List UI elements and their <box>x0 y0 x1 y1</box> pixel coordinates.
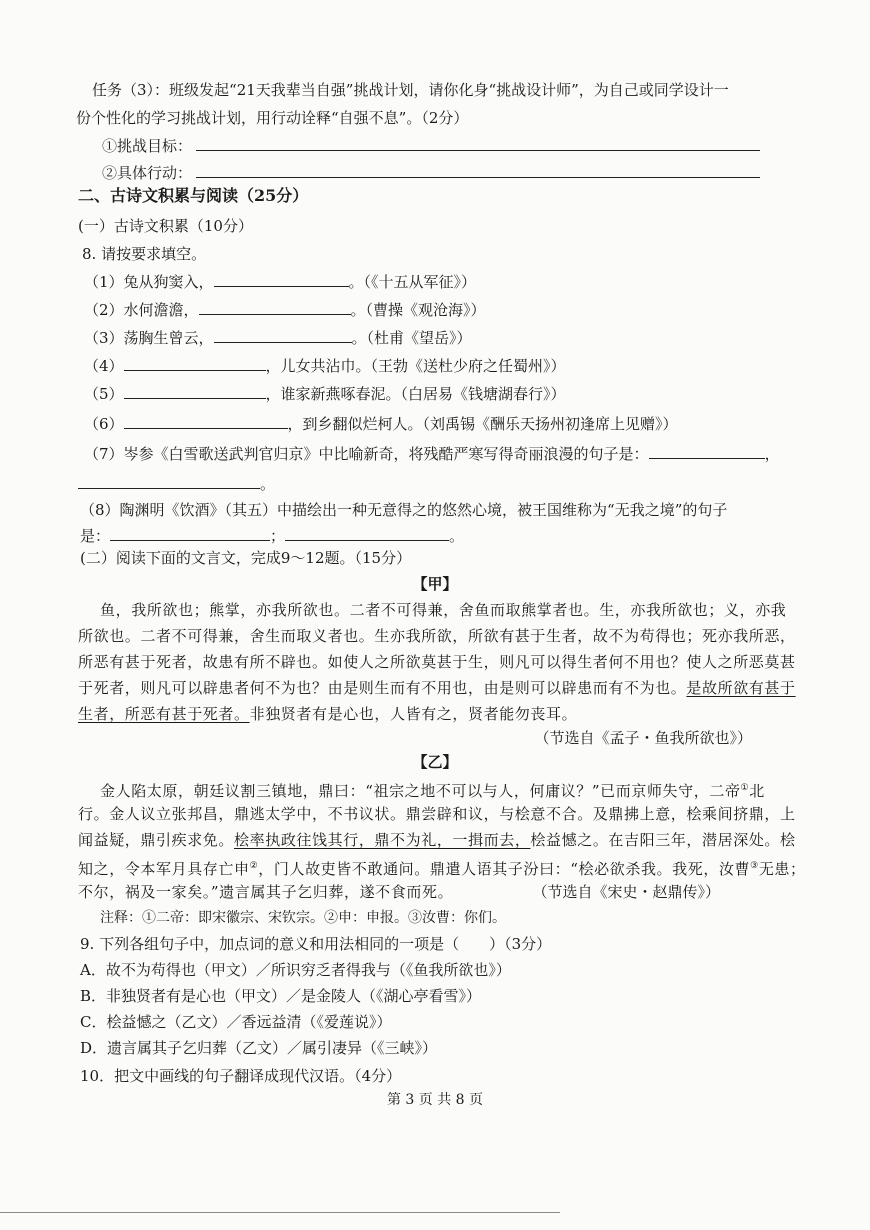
blank-8a[interactable] <box>110 526 270 541</box>
yi-line-5: 不尔，祸及一家矣。”遗言属其子乞归葬，遂不食而死。 <box>78 883 454 901</box>
jia-line-3: 所恶有甚于死者，故患有所不辟也。如使人之所欲莫甚于生，则凡可以得生者何不用也？使人之所恶莫甚 <box>78 653 796 671</box>
blank-3[interactable] <box>214 328 352 343</box>
section2-title: 二、古诗文积累与阅读（25分） <box>78 186 309 205</box>
blank-8b[interactable] <box>285 526 449 541</box>
task3-line1: 任务（3）：班级发起“21天我辈当自强”挑战计划，请你化身“挑战设计师”，为自己或同学设计一 <box>92 81 729 99</box>
q9-stem: 9. 下列各组句子中，加点词的意义和用法相同的一项是（ ）（3分） <box>80 935 552 953</box>
goal-label: ①挑战目标： <box>102 137 193 155</box>
blank-4[interactable] <box>124 356 266 371</box>
yi-underlined-sentence: 桧率执政往饯其行，鼎不为礼，一揖而去， <box>234 831 531 849</box>
blank-5[interactable] <box>124 384 266 399</box>
fill-item-8-cont: 是： ； 。 <box>80 527 465 545</box>
q10-stem: 10．把文中画线的句子翻译成现代汉语。（4分） <box>80 1067 402 1085</box>
jia-line-4: 于死者，则凡可以辟患者何不为也？由是则生而有不用也，由是则可以辟患而有不为也。是故所欲有甚于 <box>78 679 796 697</box>
action-answer-line[interactable] <box>196 177 760 178</box>
fill-item-3: （3）荡胸生曾云， 。（杜甫《望岳》） <box>84 329 472 347</box>
q9-option-b[interactable]: B．非独贤者有是心也（甲文）／是金陵人（《湖心亭看雪》） <box>80 987 482 1005</box>
yi-line-1: 金人陷太原，朝廷议割三镇地，鼎曰：“祖宗之地不可以与人，何庸议？”已而京师失守，二帝①北 <box>100 782 765 800</box>
q8-stem: 8. 请按要求填空。 <box>82 245 207 263</box>
q9-option-d[interactable]: D．遗言属其子乞归葬（乙文）／属引凄异（《三峡》） <box>80 1039 438 1057</box>
page-number: 第 3 页 共 8 页 <box>386 1092 484 1108</box>
passage-jia-heading: 【甲】 <box>412 575 458 593</box>
jia-underlined-sentence-b: 生者，所恶有甚于死者。 <box>78 705 250 723</box>
blank-2[interactable] <box>199 300 351 315</box>
jia-line-1: 鱼，我所欲也；熊掌，亦我所欲也。二者不可得兼，舍鱼而取熊掌者也。生，亦我所欲也；义，亦我 <box>100 601 787 619</box>
yi-source: （节选自《宋史・赵鼎传》） <box>532 883 720 901</box>
q9-option-c[interactable]: C．桧益憾之（乙文）／香远益清（《爱莲说》） <box>80 1013 392 1031</box>
subsection2-title: (二）阅读下面的文言文，完成9～12题。（15分） <box>80 549 412 567</box>
jia-underlined-sentence-a: 是故所欲有甚于 <box>686 679 796 697</box>
fill-item-2: （2）水何澹澹， 。（曹操《观沧海》） <box>84 301 486 319</box>
yi-line-2: 行。金人议立张邦昌，鼎逃太学中，不书议状。鼎尝辟和议，与桧意不合。及鼎拂上意，桧乘间挤鼎，上 <box>78 805 796 823</box>
action-label: ②具体行动： <box>102 164 193 182</box>
jia-source: （节选自《孟子・鱼我所欲也》） <box>534 729 752 747</box>
q9-option-a[interactable]: A．故不为苟得也（甲文）／所识穷乏者得我与（《鱼我所欲也》） <box>80 961 511 979</box>
jia-line-5: 生者，所恶有甚于死者。非独贤者有是心也，人皆有之，贤者能勿丧耳。 <box>78 705 578 723</box>
task3-line2: 份个性化的学习挑战计划，用行动诠释“自强不息”。（2分） <box>76 109 469 127</box>
blank-7a[interactable] <box>649 444 765 459</box>
fill-item-6: （6） ，到乡翻似烂柯人。（刘禹锡《酬乐天扬州初逢席上见赠》） <box>84 415 678 433</box>
fill-item-5: （5） ，谁家新燕啄春泥。（白居易《钱塘湖春行》） <box>84 385 566 403</box>
scan-edge-line <box>0 1212 560 1213</box>
yi-line-4: 知之，令本军月具存亡申②，门人故吏皆不敢通问。鼎遣人语其子汾曰：“桧必欲杀我。我死，汝曹③无患； <box>78 860 806 878</box>
fill-item-8: （8）陶渊明《饮酒》（其五）中描绘出一种无意得之的悠然心境，被王国维称为“无我之境”的句子 <box>80 501 728 519</box>
yi-line-3: 闻益疑，鼎引疾求免。桧率执政往饯其行，鼎不为礼，一揖而去，桧益憾之。在吉阳三年，潜居深处。桧 <box>78 831 796 849</box>
fill-item-7: （7）岑参《白雪歌送武判官归京》中比喻新奇，将残酷严寒写得奇丽浪漫的句子是： ， <box>84 445 780 463</box>
goal-answer-line[interactable] <box>196 150 760 151</box>
yi-notes: 注释：①二帝：即宋徽宗、宋钦宗。②申：申报。③汝曹：你们。 <box>100 910 506 926</box>
subsection1-title: (一）古诗文积累（10分） <box>78 217 253 235</box>
fill-item-4: （4） ，儿女共沾巾。（王勃《送杜少府之任蜀州》） <box>84 357 566 375</box>
fill-item-7-cont: 。 <box>78 474 275 494</box>
blank-1[interactable] <box>214 272 349 287</box>
blank-7b[interactable] <box>78 474 260 489</box>
fill-item-1: （1）兔从狗窦入， 。（《十五从军征》） <box>84 273 477 291</box>
blank-6[interactable] <box>124 414 288 429</box>
passage-yi-heading: 【乙】 <box>412 753 458 771</box>
jia-line-2: 所欲也。二者不可得兼，舍生而取义者也。生亦我所欲，所欲有甚于生者，故不为苟得也；死亦我所恶， <box>78 627 796 645</box>
